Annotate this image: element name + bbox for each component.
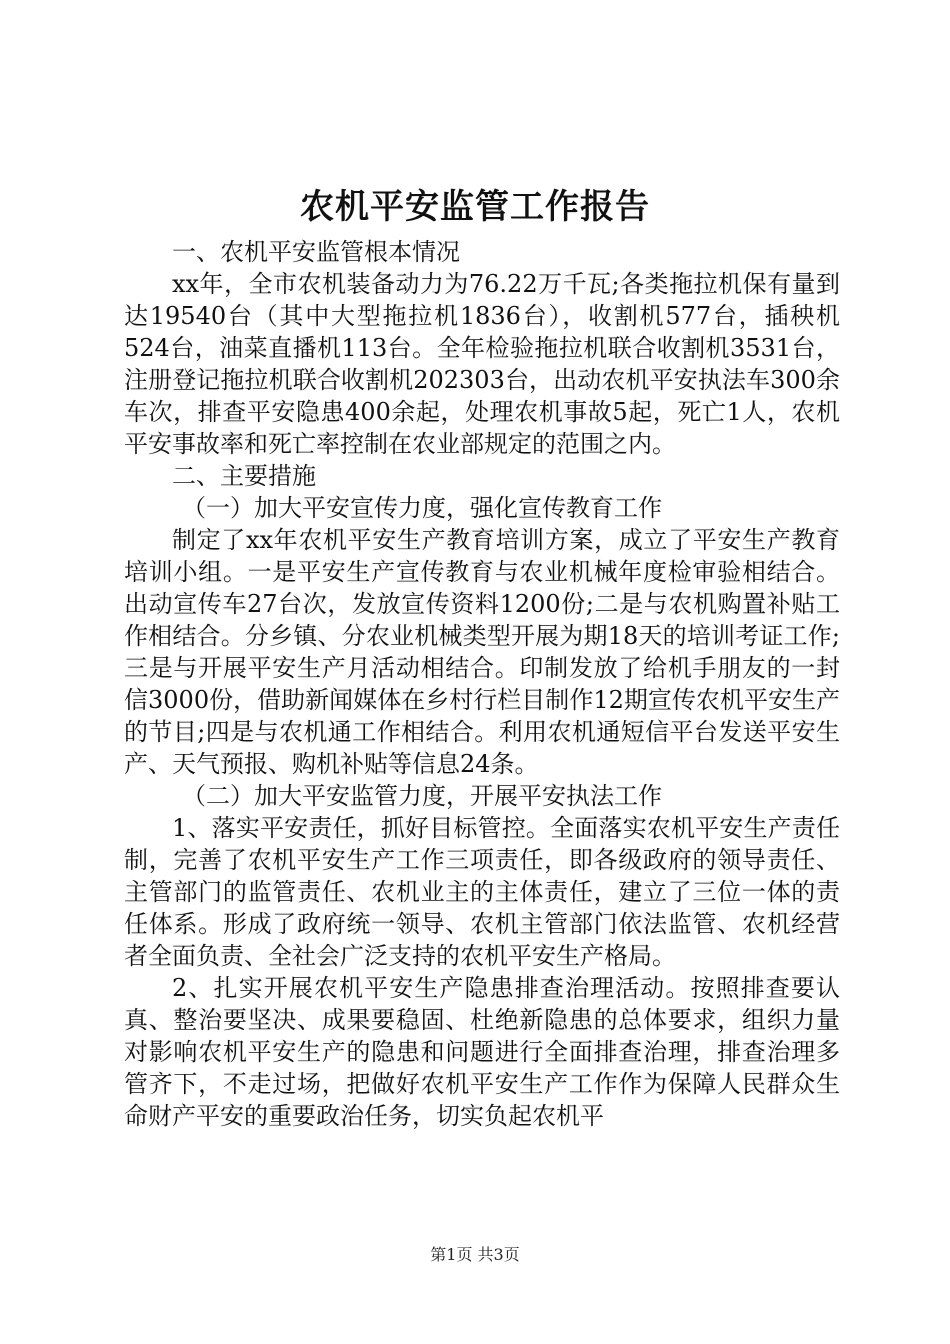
paragraph-equipment-stats: xx年，全市农机装备动力为76.22万千瓦;各类拖拉机保有量到达19540台（其中大型拖拉机1836台），收割机577台，插秧机524台，油菜直播机113台。全年检验拖拉机联合收割机3531台，注册登记拖拉机联合收割机202303台，出动农机平安执法车300余车次，排查平安隐患400余起，处理农机事故5起，死亡1人，农机平安事故率和死亡率控制在农业部规定的范围之内。 — [124, 270, 840, 458]
document-title: 农机平安监管工作报告 — [300, 187, 650, 227]
paragraph-training-plan: 制定了xx年农机平安生产教育培训方案，成立了平安生产教育培训小组。一是平安生产宣传教育与农业机械年度检审验相结合。出动宣传车27台次，发放宣传资料1200份;二是与农机购置补贴工作相结合。分乡镇、分农业机械类型开展为期18天的培训考证工作;三是与开展平安生产月活动相结合。印制发放了给机手朋友的一封信3000份，借助新闻媒体在乡村行栏目制作12期宣传农机平安生产的节目;四是与农机通工作相结合。利用农机通短信平台发送平安生产、天气预报、购机补贴等信息24条。 — [124, 526, 840, 778]
document-body — [124, 236, 840, 1132]
paragraph-responsibility: 1、落实平安责任，抓好目标管控。全面落实农机平安生产责任制，完善了农机平安生产工作三项责任，即各级政府的领导责任、主管部门的监管责任、农机业主的主体责任，建立了三位一体的责任体系。形成了政府统一领导、农机主管部门依法监管、农机经营者全面负责、全社会广泛支持的农机平安生产格局。 — [124, 814, 840, 970]
subheading-publicity: （一）加大平安宣传力度，强化宣传教育工作 — [182, 494, 662, 522]
paragraph-hazard-inspection: 2、扎实开展农机平安生产隐患排查治理活动。按照排查要认真、整治要坚决、成果要稳固、杜绝新隐患的总体要求，组织力量对影响农机平安生产的隐患和问题进行全面排查治理，排查治理多管齐下，不走过场，把做好农机平安生产工作作为保障人民群众生命财产平安的重要政治任务，切实负起农机平 — [124, 974, 840, 1130]
page-number: 第1页 共3页 — [430, 1245, 520, 1264]
section-heading-main-measures: 二、主要措施 — [172, 462, 316, 490]
subheading-supervision: （二）加大平安监管力度，开展平安执法工作 — [182, 782, 662, 810]
section-heading-basic-situation: 一、农机平安监管根本情况 — [172, 238, 460, 266]
